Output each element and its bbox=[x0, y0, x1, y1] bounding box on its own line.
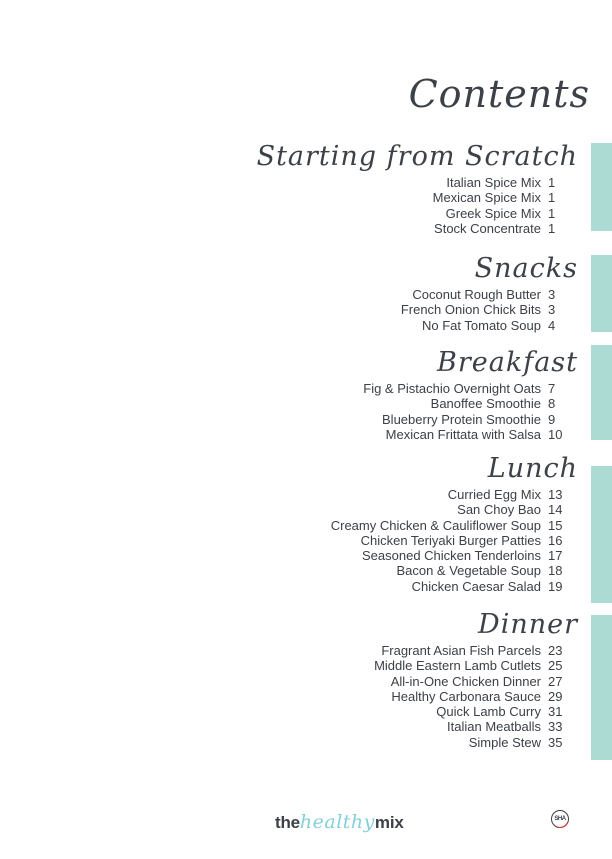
toc-entry bbox=[0, 719, 578, 734]
section-heading: Snacks bbox=[474, 253, 578, 284]
toc-entry bbox=[0, 427, 578, 442]
toc-entry bbox=[0, 190, 578, 205]
toc-entry bbox=[0, 175, 578, 190]
toc-entry bbox=[0, 487, 578, 502]
toc-entry bbox=[0, 674, 578, 689]
recipe-name: Quick Lamb Curry bbox=[436, 704, 541, 720]
page-title: Contents bbox=[408, 72, 590, 116]
toc-entry bbox=[0, 206, 578, 221]
recipe-name: All-in-One Chicken Dinner bbox=[390, 673, 541, 689]
recipe-name: Fig & Pistachio Overnight Oats bbox=[363, 381, 541, 396]
section-entries bbox=[0, 487, 578, 594]
recipe-name: Greek Spice Mix bbox=[445, 205, 541, 221]
page-number: 7 bbox=[548, 381, 556, 396]
section-tab-dinner bbox=[591, 615, 612, 760]
section-tab-lunch bbox=[591, 466, 612, 603]
badge-monogram: SHA bbox=[554, 816, 566, 822]
recipe-name: Simple Stew bbox=[468, 734, 541, 750]
section-tab-snacks bbox=[591, 255, 612, 332]
publisher-badge bbox=[551, 810, 569, 828]
toc-entry bbox=[0, 518, 578, 533]
recipe-name: Chicken Teriyaki Burger Patties bbox=[360, 532, 541, 548]
toc-entry bbox=[0, 287, 578, 302]
page-number: 17 bbox=[548, 548, 563, 564]
recipe-name: Mexican Frittata with Salsa bbox=[385, 426, 541, 442]
toc-entry bbox=[0, 533, 578, 548]
toc-entry bbox=[0, 704, 578, 719]
recipe-name: Stock Concentrate bbox=[434, 220, 541, 236]
page-number: 14 bbox=[548, 502, 563, 518]
section-heading: Lunch bbox=[487, 453, 578, 484]
section-heading: Breakfast bbox=[437, 347, 578, 378]
toc-entry bbox=[0, 643, 578, 658]
page-number: 3 bbox=[548, 302, 556, 318]
recipe-name: No Fat Tomato Soup bbox=[422, 317, 541, 333]
recipe-name: Coconut Rough Butter bbox=[412, 287, 541, 302]
toc-section bbox=[0, 252, 578, 333]
toc-section bbox=[0, 140, 578, 236]
section-entries bbox=[0, 643, 578, 750]
recipe-name: Bacon & Vegetable Soup bbox=[396, 563, 541, 579]
page-number: 8 bbox=[548, 396, 556, 412]
toc-entry bbox=[0, 381, 578, 396]
page-number: 15 bbox=[548, 517, 563, 533]
page-number: 18 bbox=[548, 563, 563, 579]
brand-logo bbox=[275, 812, 404, 833]
page-number: 33 bbox=[548, 719, 563, 735]
page-number: 3 bbox=[548, 287, 556, 302]
recipe-name: Curried Egg Mix bbox=[447, 487, 541, 502]
section-entries bbox=[0, 175, 578, 236]
toc-entry bbox=[0, 221, 578, 236]
page-number: 16 bbox=[548, 532, 563, 548]
page-number: 23 bbox=[548, 643, 563, 658]
recipe-name: Mexican Spice Mix bbox=[432, 190, 541, 206]
toc-entry bbox=[0, 658, 578, 673]
page-number: 10 bbox=[548, 426, 563, 442]
toc-entry bbox=[0, 396, 578, 411]
logo-text-mix: mix bbox=[374, 813, 404, 832]
recipe-name: Italian Meatballs bbox=[447, 719, 541, 735]
recipe-name: Blueberry Protein Smoothie bbox=[382, 411, 541, 427]
recipe-name: Chicken Caesar Salad bbox=[411, 578, 541, 594]
page-number: 27 bbox=[548, 673, 563, 689]
recipe-name: French Onion Chick Bits bbox=[400, 302, 541, 318]
page-number: 1 bbox=[548, 175, 556, 190]
toc-entry bbox=[0, 563, 578, 578]
toc-entry bbox=[0, 548, 578, 563]
page-number: 19 bbox=[548, 578, 563, 594]
toc-entry bbox=[0, 502, 578, 517]
page-number: 29 bbox=[548, 688, 563, 704]
toc-section bbox=[0, 608, 578, 750]
toc-entry bbox=[0, 579, 578, 594]
recipe-name: Seasoned Chicken Tenderloins bbox=[362, 548, 541, 564]
recipe-name: Banoffee Smoothie bbox=[430, 396, 541, 412]
recipe-name: Creamy Chicken & Cauliflower Soup bbox=[330, 517, 541, 533]
section-heading: Starting from Scratch bbox=[256, 141, 578, 172]
recipe-name: Middle Eastern Lamb Cutlets bbox=[374, 658, 541, 674]
section-entries bbox=[0, 381, 578, 442]
toc-entry bbox=[0, 689, 578, 704]
page-number: 9 bbox=[548, 411, 556, 427]
toc-section bbox=[0, 346, 578, 442]
page-number: 1 bbox=[548, 220, 556, 236]
page-number: 25 bbox=[548, 658, 563, 674]
recipe-name: Healthy Carbonara Sauce bbox=[391, 688, 541, 704]
toc-section bbox=[0, 452, 578, 594]
recipe-name: San Choy Bao bbox=[457, 502, 541, 518]
section-entries bbox=[0, 287, 578, 333]
page-number: 35 bbox=[548, 734, 563, 750]
logo-text-the: the bbox=[275, 813, 300, 832]
page-number: 31 bbox=[548, 704, 563, 720]
page-number: 1 bbox=[548, 190, 556, 206]
toc-entry bbox=[0, 302, 578, 317]
page-number: 13 bbox=[548, 487, 563, 502]
recipe-name: Fragrant Asian Fish Parcels bbox=[381, 643, 541, 658]
toc-entry bbox=[0, 318, 578, 333]
section-heading: Dinner bbox=[478, 609, 578, 640]
recipe-name: Italian Spice Mix bbox=[446, 175, 541, 190]
page-number: 4 bbox=[548, 317, 556, 333]
section-tab-breakfast bbox=[591, 345, 612, 440]
logo-text-healthy: healthy bbox=[299, 811, 375, 833]
page-number: 1 bbox=[548, 205, 556, 221]
toc-entry bbox=[0, 735, 578, 750]
section-tab-starting-from-scratch bbox=[591, 143, 612, 231]
toc-entry bbox=[0, 412, 578, 427]
